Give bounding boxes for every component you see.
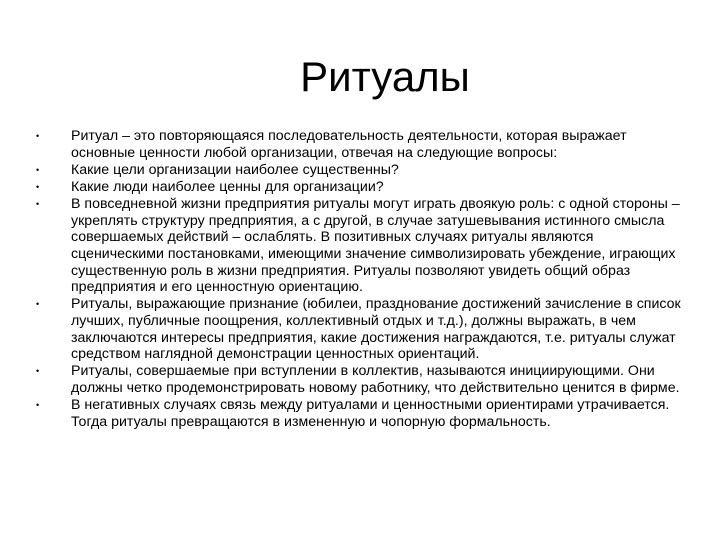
bullet-text: В негативных случаях связь между ритуалами и ценностными ориентирами утрачивается. Тогда ритуалы превращаются в измененную и чопорную формальность.: [71, 397, 670, 430]
bullet-text: Ритуал – это повторяющаяся последовательность деятельности, которая выражает основные ценности любой организации, отвечая на следующие вопросы:: [71, 128, 627, 161]
bullet-item: [36, 179, 684, 196]
bullet-text: Ритуалы, совершаемые при вступлении в коллектив, называются инициирующими. Они должны четко продемонстрировать новому работнику, что действительно ценится в фирме.: [71, 363, 680, 396]
bullet-icon: •: [36, 164, 40, 175]
bullet-item: [36, 397, 684, 430]
bullet-icon: •: [36, 400, 40, 411]
bullet-item: [36, 196, 684, 296]
bullet-item: [36, 128, 684, 161]
bullet-list: [36, 128, 684, 431]
bullet-item: [36, 296, 684, 362]
bullet-icon: •: [36, 299, 40, 310]
bullet-item: [36, 363, 684, 396]
slide-title: Ритуалы: [300, 53, 470, 100]
bullet-text: Какие люди наиболее ценны для организации?: [71, 178, 384, 195]
bullet-item: [36, 162, 684, 179]
bullet-text: Какие цели организации наиболее существенны?: [71, 161, 399, 178]
bullet-icon: •: [36, 366, 40, 377]
bullet-icon: •: [36, 181, 40, 192]
bullet-text: Ритуалы, выражающие признание (юбилеи, празднование достижений зачисление в список лучших, публичные поощрения, коллективный отдых и т.д.), должны выражать, в чем заключаются интересы предприятия, какие достижения награждаются, т.е. ритуалы служат средством наглядной демонстрации ценностных ориентаций.: [71, 296, 681, 363]
bullet-text: В повседневной жизни предприятия ритуалы могут играть двоякую роль: с одной стороны – укреплять структуру предприятия, а с другой, в случае затушевывания истинного смысла совершаемых действий – ослаблять. В позитивных случаях ритуалы являются сценическими постановками, имеющими значение символизировать убеждение, играющих существенную роль в жизни предприятия. Ритуалы позволяют увидеть общий образ предприятия и его ценностную ориентацию.: [71, 196, 680, 296]
bullet-icon: •: [36, 199, 40, 210]
bullet-icon: •: [36, 131, 40, 141]
